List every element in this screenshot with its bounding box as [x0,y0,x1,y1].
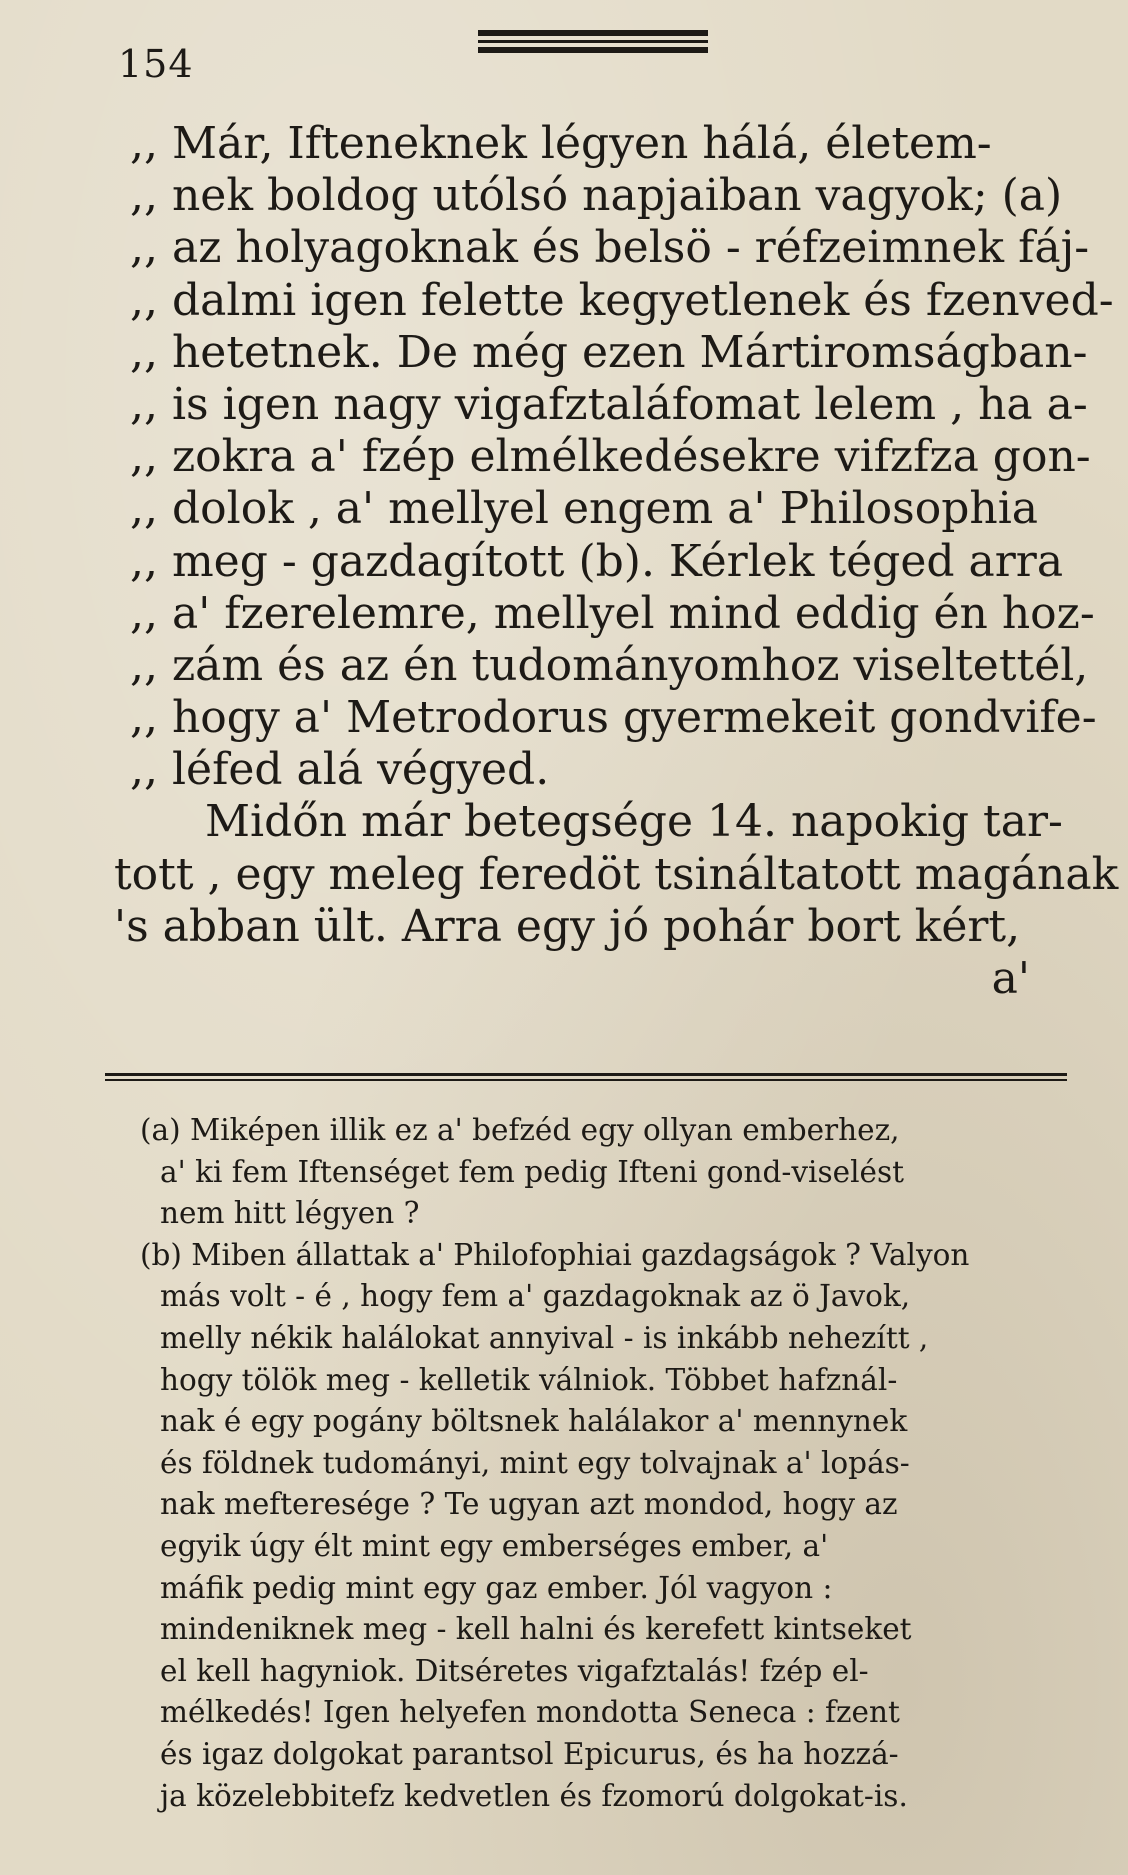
text-line: ,, hetetnek. De még ezen Mártiromságban- [130,326,1088,378]
text-line: ,, Már, Ifteneknek légyen hálá, életem- [130,118,992,169]
footnote-line: (a) Miképen illik ez a' befzéd egy ollyan emberhez, [140,1113,900,1147]
text-line: ,, dalmi igen felette kegyetlenek és fzenved- [130,274,1114,326]
header-ornament-rule [478,30,708,56]
text-line: ,, is igen nagy vigafztaláfomat lelem , ha a- [130,378,1088,430]
footnote-rule-lower [105,1079,1067,1081]
header-rule-thick-lower [478,47,708,53]
footnote-line: más volt - é , hogy fem a' gazdagoknak az ö Javok, [160,1279,911,1314]
footnote-divider [105,1073,1067,1081]
footnote-line: el kell hagyniok. Ditséretes vigafztalás! fzép el- [160,1653,869,1688]
text-line: ,, a' fzerelemre, mellyel mind eddig én hoz- [130,587,1095,639]
footnote-line: máfik pedig mint egy gaz ember. Jól vagyon : [160,1570,833,1605]
main-text-block [114,118,1119,1005]
text-line: ,, léfed alá végyed. [130,744,550,796]
footnotes-block [140,1110,1070,1817]
text-line: ,, nek boldog utólsó napjaiban vagyok; (a) [130,170,1063,222]
text-line: ,, meg - gazdagított (b). Kérlek téged arra [130,535,1064,587]
footnote-line: ja közelebbitefz kedvetlen és fzomorú dolgokat-is. [160,1778,908,1813]
footnote-line: mélkedés! Igen helyefen mondotta Seneca : fzent [160,1695,900,1730]
text-line: tott , egy meleg feredöt tsináltatott magának [114,848,1119,900]
footnote-line: a' ki fem Iftenséget fem pedig Ifteni gond-viselést [160,1154,904,1189]
footnote-rule-upper [105,1073,1067,1076]
text-line: ,, zám és az én tudományomhoz viseltettél, [130,639,1089,691]
text-line: ,, dolok , a' mellyel engem a' Philosophia [130,483,1039,535]
page-number: 154 [118,42,194,86]
footnote-line: és igaz dolgokat parantsol Epicurus, és ha hozzá- [160,1736,899,1771]
text-line: Midőn már betegsége 14. napokig tar- [205,796,1063,848]
text-line: ,, zokra a' fzép elmélkedésekre vifzfza gon- [130,431,1091,483]
header-rule-thick [478,30,708,36]
footnote-line: mindeniknek meg - kell halni és kerefett kintseket [160,1612,912,1647]
footnote-line: (b) Miben állattak a' Philofophiai gazdagságok ? Valyon [140,1237,970,1272]
footnote-line: melly nékik halálokat annyival - is inkább nehezítt , [160,1320,929,1355]
footnote-line: és földnek tudományi, mint egy tolvajnak a' lopás- [160,1445,910,1480]
text-line: ,, az holyagoknak és belsö - réfzeimnek fáj- [130,222,1090,274]
footnote-line: nem hitt légyen ? [160,1196,420,1231]
catchword: a' [991,953,1030,1004]
text-line: 's abban ült. Arra egy jó pohár bort kért, [114,900,1021,952]
footnote-line: nak é egy pogány böltsnek halálakor a' mennynek [160,1404,908,1439]
footnote-line: egyik úgy élt mint egy emberséges ember, a' [160,1528,829,1563]
header-rule-thin [478,40,708,43]
footnote-line: nak mefteresége ? Te ugyan azt mondod, hogy az [160,1487,898,1522]
footnote-line: hogy tölök meg - kelletik válniok. Többet hafznál- [160,1362,898,1397]
text-line: ,, hogy a' Metrodorus gyermekeit gondvife- [130,692,1097,744]
